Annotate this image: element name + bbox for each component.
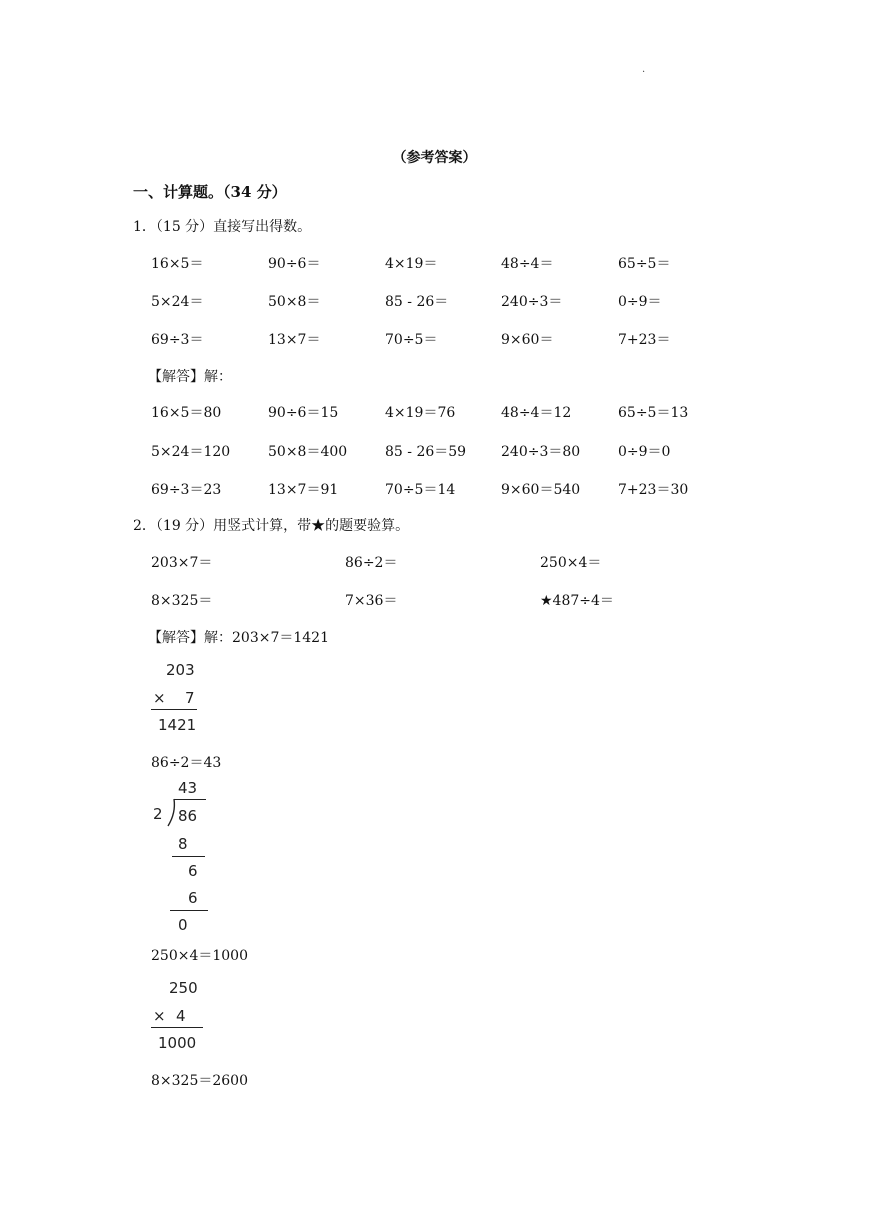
- q1-problem: 16×5＝: [151, 256, 204, 272]
- q2-line-86div2: 86÷2＝43: [151, 755, 222, 771]
- q1-answer-label: 【解答】解：: [148, 369, 232, 385]
- result-rule: [151, 1027, 203, 1028]
- q1-problem: 7+23＝: [618, 332, 671, 348]
- step-rule-1: [172, 856, 205, 857]
- multiply-sign: ×: [153, 689, 166, 707]
- multiplier: 4: [176, 1007, 186, 1025]
- product: 1421: [158, 716, 197, 734]
- q1-problem: 85 - 26＝: [385, 294, 449, 310]
- division-bar: [174, 799, 206, 800]
- dividend: 86: [178, 807, 198, 825]
- question-1-prompt: 1．（15 分）直接写出得数。: [133, 219, 312, 235]
- quotient: 43: [178, 779, 198, 797]
- q2-problem: 203×7＝: [151, 555, 213, 571]
- q1-problem-row: [151, 291, 751, 311]
- q1-answer: 16×5＝80: [151, 405, 222, 421]
- q2-problem: 86÷2＝: [345, 555, 398, 571]
- q1-problem: 50×8＝: [268, 294, 321, 310]
- q1-answer-row: [151, 441, 751, 461]
- q1-problem-row: [151, 329, 751, 349]
- q1-problem-row: [151, 253, 751, 273]
- q1-answer: 69÷3＝23: [151, 482, 222, 498]
- q1-problem: 69÷3＝: [151, 332, 204, 348]
- q1-problem: 0÷9＝: [618, 294, 662, 310]
- q2-line-8x325: 8×325＝2600: [151, 1073, 248, 1089]
- q2-problem: ★487÷4＝: [540, 593, 614, 609]
- q1-answer: 7+23＝30: [618, 482, 689, 498]
- q1-problem: 48÷4＝: [501, 256, 554, 272]
- q1-answer-row: [151, 402, 751, 422]
- subtract-step-2: 6: [188, 889, 198, 907]
- q1-problem: 9×60＝: [501, 332, 554, 348]
- result-rule: [151, 709, 197, 710]
- q1-problem: 70÷5＝: [385, 332, 438, 348]
- q1-answer: 4×19＝76: [385, 405, 456, 421]
- multiplicand: 203: [166, 661, 195, 679]
- q2-problem-row: [151, 590, 751, 610]
- q1-problem: 5×24＝: [151, 294, 204, 310]
- q1-problem: 90÷6＝: [268, 256, 321, 272]
- q1-answer: 65÷5＝13: [618, 405, 689, 421]
- q1-answer: 9×60＝540: [501, 482, 581, 498]
- q1-answer: 85 - 26＝59: [385, 444, 467, 460]
- multiply-sign: ×: [153, 1007, 166, 1025]
- header-dot: .: [642, 64, 646, 75]
- q1-answer: 5×24＝120: [151, 444, 231, 460]
- q2-problem: 7×36＝: [345, 593, 398, 609]
- remainder-final: 0: [178, 916, 188, 934]
- product: 1000: [158, 1034, 197, 1052]
- q1-problem: 13×7＝: [268, 332, 321, 348]
- q2-line-250x4: 250×4＝1000: [151, 948, 248, 964]
- q2-answer-line: 【解答】解：203×7＝1421: [148, 630, 329, 646]
- q1-answer: 240÷3＝80: [501, 444, 581, 460]
- division-bracket: [166, 798, 178, 828]
- divisor: 2: [153, 805, 163, 823]
- q1-problem: 4×19＝: [385, 256, 438, 272]
- q1-answer: 90÷6＝15: [268, 405, 339, 421]
- section-heading-calculation: 一、计算题。（34 分）: [133, 183, 287, 201]
- q1-answer: 13×7＝91: [268, 482, 339, 498]
- q1-answer-row: [151, 479, 751, 499]
- q2-problem: 250×4＝: [540, 555, 602, 571]
- multiplicand: 250: [169, 979, 198, 997]
- q2-problem-row: [151, 552, 751, 572]
- multiplier: 7: [185, 689, 195, 707]
- q2-problem: 8×325＝: [151, 593, 213, 609]
- remainder-step-1: 6: [188, 862, 198, 880]
- q1-answer: 48÷4＝12: [501, 405, 572, 421]
- question-2-prompt: 2．（19 分）用竖式计算，带★的题要验算。: [133, 518, 410, 534]
- q1-problem: 240÷3＝: [501, 294, 563, 310]
- step-rule-2: [170, 910, 208, 911]
- q1-problem: 65÷5＝: [618, 256, 671, 272]
- q1-answer: 70÷5＝14: [385, 482, 456, 498]
- q1-answer: 0÷9＝0: [618, 444, 671, 460]
- page-title: （参考答案）: [392, 150, 477, 166]
- subtract-step-1: 8: [178, 835, 188, 853]
- q1-answer: 50×8＝400: [268, 444, 348, 460]
